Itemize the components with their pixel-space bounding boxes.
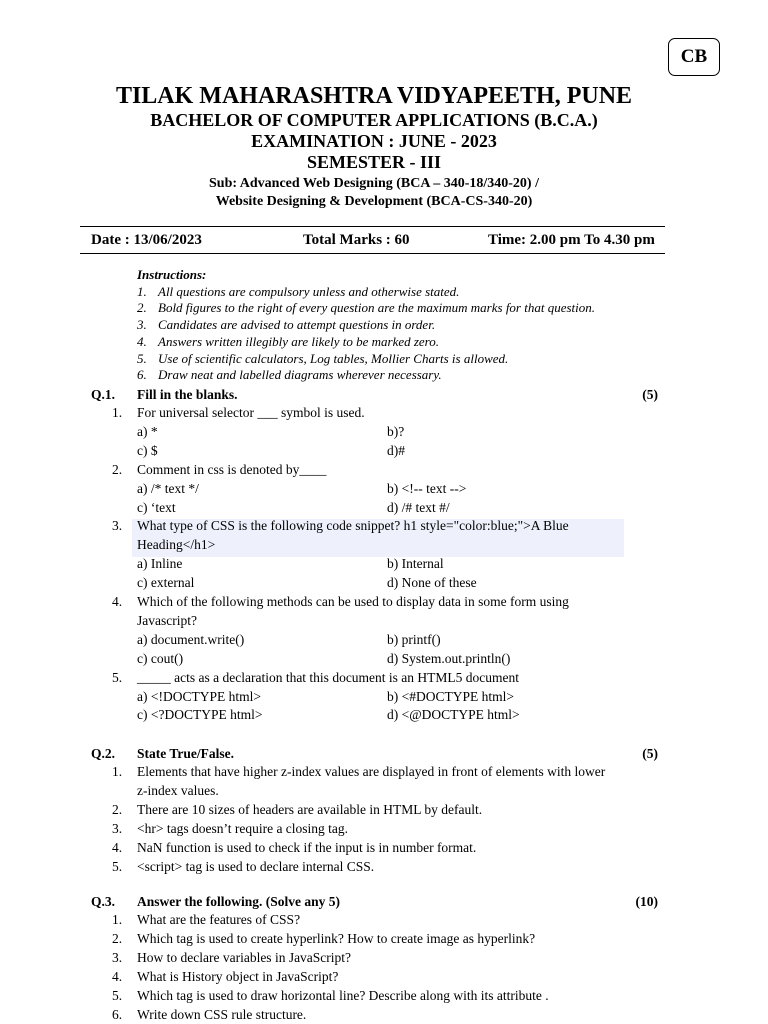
instructions-list	[137, 284, 595, 384]
option: a) <!DOCTYPE html>	[137, 688, 261, 704]
exam-header	[0, 82, 748, 211]
option: d)#	[387, 442, 405, 458]
university-name: TILAK MAHARASHTRA VIDYAPEETH, PUNE	[115, 83, 633, 109]
item-text: Javascript?	[137, 612, 197, 628]
paper-code-badge: CB	[668, 38, 720, 76]
option: d) System.out.println()	[387, 650, 511, 666]
question-title: Fill in the blanks.	[137, 387, 238, 402]
instruction-text: Bold figures to the right of every question are the maximum marks for that question.	[158, 300, 596, 316]
option: d) /# text #/	[387, 499, 450, 515]
option: d) None of these	[387, 575, 477, 591]
exam-date: Date : 13/06/2023	[91, 232, 202, 248]
instruction-number: 2.	[137, 300, 147, 316]
instruction-number: 1.	[137, 283, 147, 299]
instruction-text: Draw neat and labelled diagrams wherever necessary.	[158, 367, 442, 383]
question-title: Answer the following. (Solve any 5)	[137, 894, 341, 909]
option: c) $	[137, 442, 158, 458]
item-number: 1.	[112, 764, 123, 779]
option: c) cout()	[137, 650, 184, 666]
item-text: _____ acts as a declaration that this document is an HTML5 document	[137, 669, 520, 685]
item-number: 4.	[112, 594, 123, 609]
option: c) ‘text	[137, 499, 176, 515]
option: b)?	[387, 423, 405, 439]
item-text: Which of the following methods can be used to display data in some form using	[137, 594, 569, 609]
item-text: What is History object in JavaScript?	[137, 968, 339, 984]
instruction-number: 6.	[137, 367, 147, 383]
item-number: 3.	[112, 949, 123, 965]
item-number: 6.	[112, 1006, 123, 1022]
option: b) <#DOCTYPE html>	[387, 688, 514, 704]
item-number: 5.	[112, 858, 123, 874]
item-number: 4.	[112, 839, 123, 855]
item-text: Elements that have higher z-index values are displayed in front of elements with lower	[137, 764, 606, 779]
option: b) Internal	[387, 556, 444, 572]
total-marks: Total Marks : 60	[303, 232, 410, 248]
item-text: Which tag is used to draw horizontal line? Describe along with its attribute .	[137, 987, 549, 1003]
question-number: Q.2.	[91, 746, 116, 761]
item-number: 2.	[112, 461, 123, 477]
option: a) Inline	[137, 556, 183, 572]
item-number: 5.	[112, 669, 123, 685]
instruction-text: All questions are compulsory unless and otherwise stated.	[158, 283, 460, 299]
instruction-item	[137, 367, 595, 384]
divider-top	[80, 226, 665, 227]
question-marks: (5)	[642, 746, 658, 761]
question-number: Q.1.	[91, 387, 116, 402]
item-text: What type of CSS is the following code snippet? h1 style="color:blue;">A Blue	[137, 518, 569, 534]
item-number: 2.	[112, 801, 123, 817]
item-number: 1.	[112, 912, 123, 927]
instruction-item	[137, 284, 595, 301]
item-number: 2.	[112, 930, 123, 946]
item-text: Write down CSS rule structure.	[137, 1006, 307, 1022]
item-text: There are 10 sizes of headers are available in HTML by default.	[137, 801, 483, 817]
item-text: For universal selector ___ symbol is used.	[137, 405, 365, 420]
item-number: 4.	[112, 968, 123, 984]
instruction-item	[137, 300, 595, 317]
item-text: How to declare variables in JavaScript?	[137, 949, 352, 965]
option: a) *	[137, 423, 158, 439]
option: c) <?DOCTYPE html>	[137, 707, 263, 723]
item-text: NaN function is used to check if the input is in number format.	[137, 839, 477, 855]
item-text: <script> tag is used to declare internal CSS.	[137, 858, 375, 874]
subject-line-1: Sub: Advanced Web Designing (BCA – 340-18/340-20) /	[209, 176, 539, 191]
item-text: Comment in css is denoted by____	[137, 461, 327, 477]
instruction-text: Use of scientific calculators, Log tables, Mollier Charts is allowed.	[158, 350, 509, 366]
option: c) external	[137, 575, 195, 591]
item-text: <hr> tags doesn’t require a closing tag.	[137, 820, 349, 836]
option: a) document.write()	[137, 631, 245, 647]
item-number: 3.	[112, 820, 123, 836]
exam-title: EXAMINATION : JUNE - 2023	[251, 131, 497, 151]
divider-bottom	[80, 253, 665, 254]
item-text: Heading</h1>	[137, 537, 216, 553]
instruction-text: Answers written illegibly are likely to be marked zero.	[158, 333, 440, 349]
option: d) <@DOCTYPE html>	[387, 707, 520, 723]
question-marks: (5)	[642, 387, 658, 402]
instruction-item	[137, 334, 595, 351]
option: b) <!-- text -->	[387, 480, 467, 496]
option: b) printf()	[387, 631, 441, 647]
question-title: State True/False.	[137, 746, 234, 761]
item-number: 1.	[112, 405, 123, 420]
instructions-block	[137, 267, 595, 384]
degree-title: BACHELOR OF COMPUTER APPLICATIONS (B.C.A.)	[150, 110, 598, 130]
instructions-title: Instructions:	[137, 267, 207, 282]
item-number: 5.	[112, 987, 123, 1003]
instruction-number: 4.	[137, 333, 147, 349]
exam-time: Time: 2.00 pm To 4.30 pm	[488, 232, 655, 248]
instruction-item	[137, 351, 595, 368]
semester-title: SEMESTER - III	[306, 152, 442, 172]
instruction-number: 3.	[137, 317, 147, 333]
item-text: What are the features of CSS?	[137, 912, 301, 927]
question-number: Q.3.	[91, 894, 116, 909]
instruction-item	[137, 317, 595, 334]
instruction-number: 5.	[137, 350, 147, 366]
item-text: z-index values.	[137, 782, 219, 798]
item-number: 3.	[112, 518, 123, 534]
instruction-text: Candidates are advised to attempt questions in order.	[158, 317, 436, 333]
subject-line-2: Website Designing & Development (BCA-CS-340-20)	[215, 194, 533, 209]
question-marks: (10)	[635, 894, 658, 909]
item-text: Which tag is used to create hyperlink? How to create image as hyperlink?	[137, 930, 536, 946]
option: a) /* text */	[137, 480, 199, 496]
